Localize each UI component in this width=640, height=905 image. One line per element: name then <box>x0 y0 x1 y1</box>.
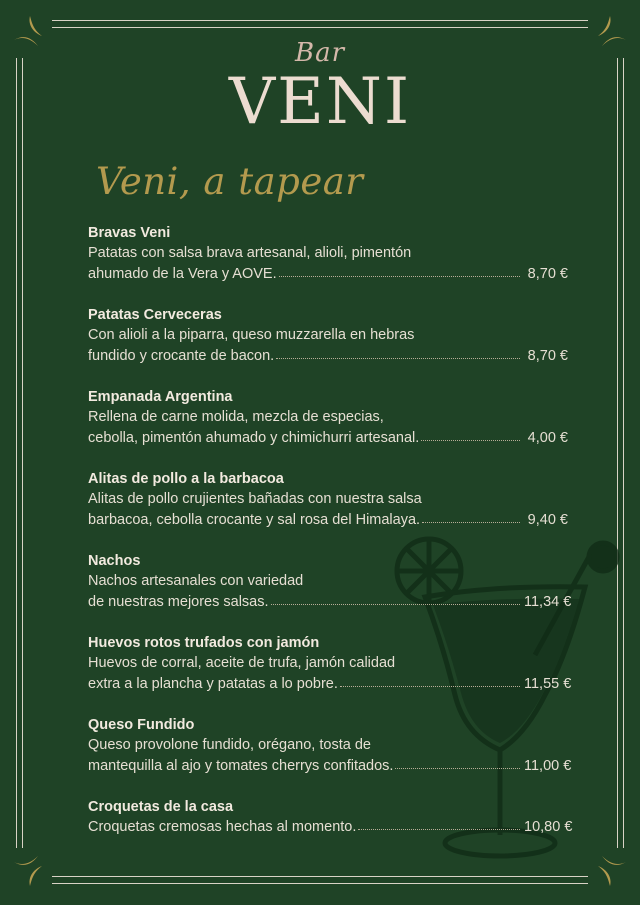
item-name: Huevos rotos trufados con jamón <box>88 635 320 651</box>
frame-top-line-1 <box>52 20 588 21</box>
item-description: Nachos artesanales con variedad <box>88 573 304 589</box>
item-price: 11,55 € <box>524 675 572 692</box>
item-description: ahumado de la Vera y AOVE. <box>88 265 277 282</box>
item-description: Con alioli a la piparra, queso muzzarella en hebras <box>88 327 415 343</box>
menu-item <box>88 305 568 387</box>
item-price: 11,00 € <box>524 757 572 774</box>
item-price: 11,34 € <box>524 593 572 610</box>
dot-leader <box>422 522 520 523</box>
item-price: 4,00 € <box>527 429 568 446</box>
dot-leader <box>395 768 520 769</box>
corner-ornament-icon <box>12 852 48 888</box>
item-price: 10,80 € <box>524 819 573 835</box>
item-price-row <box>88 346 568 367</box>
item-description: Croquetas cremosas hechas al momento. <box>88 819 357 835</box>
dot-leader <box>271 604 520 605</box>
brand-subtitle: Bar <box>294 38 346 68</box>
dot-leader <box>276 358 520 359</box>
frame-left-line-2 <box>22 58 23 848</box>
item-price: 9,40 € <box>527 511 568 528</box>
menu-item <box>88 715 572 797</box>
menu-item <box>88 797 573 879</box>
brand-title: VENI <box>228 65 412 139</box>
item-description: barbacoa, cebolla crocante y sal rosa del Himalaya. <box>88 511 421 528</box>
item-description: Alitas de pollo crujientes bañadas con nuestra salsa <box>88 491 422 507</box>
item-description: fundido y crocante de bacon. <box>88 347 275 364</box>
item-name: Empanada Argentina <box>88 389 233 405</box>
item-description: Huevos de corral, aceite de trufa, jamón calidad <box>88 655 396 671</box>
item-name: Patatas Cerveceras <box>88 307 222 323</box>
item-description: cebolla, pimentón ahumado y chimichurri artesanal. <box>88 429 420 446</box>
item-price: 8,70 € <box>527 265 568 282</box>
item-description: mantequilla al ajo y tomates cherrys confitados. <box>88 757 394 774</box>
item-price-row <box>88 817 573 838</box>
item-name: Croquetas de la casa <box>88 799 234 815</box>
item-price-row <box>88 674 572 695</box>
frame-bottom-line-2 <box>52 883 588 884</box>
item-description: Queso provolone fundido, orégano, tosta de <box>88 737 371 753</box>
menu-list <box>88 223 573 879</box>
section-title: Veni, a tapear <box>96 160 364 203</box>
menu-item <box>88 551 572 633</box>
item-price-row <box>88 264 568 285</box>
menu-item <box>88 387 568 469</box>
dot-leader <box>358 829 520 830</box>
item-price-row <box>88 510 568 531</box>
menu-item <box>88 469 568 551</box>
item-name: Alitas de pollo a la barbacoa <box>88 471 284 487</box>
menu-item <box>88 223 568 305</box>
frame-top-line-2 <box>52 27 588 28</box>
dot-leader <box>340 686 520 687</box>
item-name: Queso Fundido <box>88 717 195 733</box>
item-name: Nachos <box>88 553 141 569</box>
menu-item <box>88 633 572 715</box>
item-name: Bravas Veni <box>88 225 171 241</box>
item-description: Rellena de carne molida, mezcla de especias, <box>88 409 384 425</box>
item-description: extra a la plancha y patatas a lo pobre. <box>88 675 338 692</box>
item-price-row <box>88 592 572 613</box>
item-price: 8,70 € <box>527 347 568 364</box>
item-description: Patatas con salsa brava artesanal, alioli, pimentón <box>88 245 412 261</box>
item-price-row <box>88 756 572 777</box>
item-description: de nuestras mejores salsas. <box>88 593 269 610</box>
dot-leader <box>421 440 520 441</box>
frame-left-line-1 <box>16 58 17 848</box>
item-price-row <box>88 428 568 449</box>
dot-leader <box>279 276 520 277</box>
